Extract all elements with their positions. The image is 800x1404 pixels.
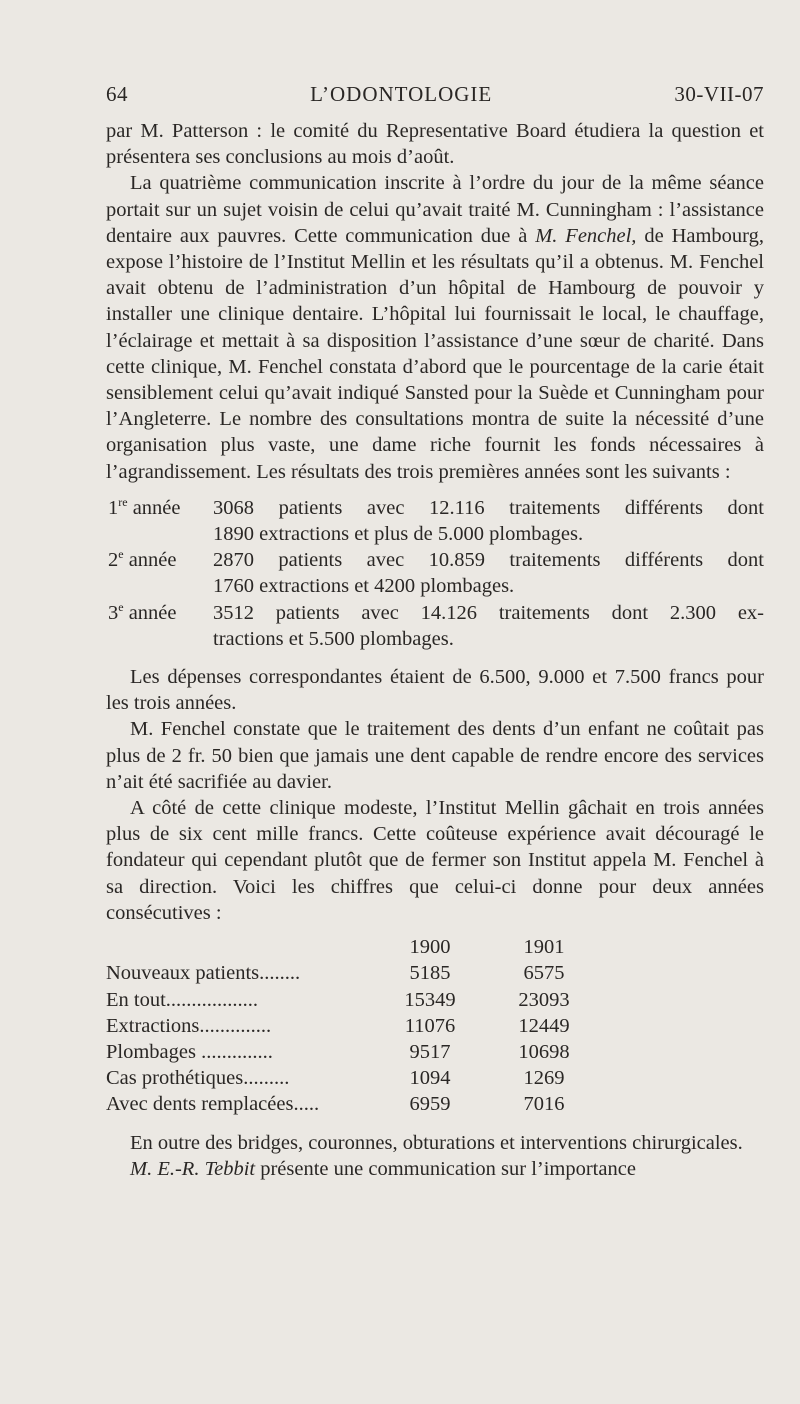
- year-number: 3: [108, 601, 119, 624]
- year-label: année: [132, 496, 181, 519]
- running-header: [106, 82, 764, 118]
- statistics-table: [106, 934, 764, 1117]
- year-ordinal: re: [118, 495, 128, 510]
- table-row: [106, 987, 764, 1013]
- result-year-3: [106, 600, 764, 652]
- row-label: Plombages ..............: [106, 1040, 273, 1063]
- value-1900: 6959: [409, 1093, 451, 1116]
- row-label: Avec dents remplacées.....: [106, 1093, 320, 1116]
- paragraph-7: [106, 1156, 764, 1182]
- table-row: [106, 1091, 764, 1117]
- page-number: 64: [106, 82, 128, 106]
- year-header-1900: 1900: [409, 936, 451, 959]
- paragraph-2: [106, 170, 764, 484]
- value-1901: 10698: [518, 1040, 570, 1063]
- paragraph-3: Les dépenses correspondantes étaient de 6.500, 9.000 et 7.500 francs pour les trois années.: [106, 666, 764, 715]
- issue-date: 30-VII-07: [674, 82, 764, 106]
- value-1900: 11076: [404, 1014, 456, 1037]
- value-1901: 1269: [523, 1067, 565, 1090]
- result-line-2: tractions et 5.500 plombages.: [213, 627, 454, 650]
- paragraph-7-rest: présente une communication sur l’importance: [255, 1157, 636, 1180]
- result-year-2: [106, 547, 764, 599]
- author-tebbit: M. E.-R. Tebbit: [130, 1157, 256, 1180]
- paragraph-4: M. Fenchel constate que le traitement des dents d’un enfant ne coûtait pas plus de 2 fr. 50 bien que jamais une dent capable de rendre encore des services n’ait été sacrifiée au davier.: [106, 718, 764, 793]
- value-1900: 1094: [409, 1067, 451, 1090]
- year-number: 1: [108, 496, 119, 519]
- table-row: [106, 1065, 764, 1091]
- value-1901: 6575: [523, 962, 565, 985]
- row-label: Nouveaux patients........: [106, 962, 301, 985]
- year-number: 2: [108, 549, 119, 572]
- journal-title: L’ODONTOLOGIE: [310, 82, 493, 106]
- document-page: [106, 82, 764, 1182]
- row-label: En tout..................: [106, 988, 259, 1011]
- year-header-1901: 1901: [523, 936, 565, 959]
- results-list: [106, 495, 764, 652]
- paragraph-1: par M. Patterson : le comité du Representative Board étudiera la question et présentera ses conclusions au mois d’août.: [106, 120, 764, 169]
- paragraph-2-start: La quatrième communication inscrite à l’ordre du jour de la même séance portait sur un sujet voisin de celui qu’avait traité M. Cunningham : l’assistance dentaire aux pauvres. Cette communication due à: [106, 172, 764, 247]
- year-label: année: [128, 549, 177, 572]
- table-row: [106, 960, 764, 986]
- value-1901: 23093: [518, 988, 570, 1011]
- table-row: [106, 1039, 764, 1065]
- row-label: Extractions..............: [106, 1014, 272, 1037]
- value-1901: 12449: [518, 1014, 570, 1037]
- year-ordinal: e: [118, 599, 124, 614]
- value-1900: 15349: [404, 988, 456, 1011]
- result-year-1: [106, 495, 764, 547]
- table-row: [106, 1013, 764, 1039]
- row-label: Cas prothétiques.........: [106, 1067, 290, 1090]
- value-1901: 7016: [523, 1093, 565, 1116]
- paragraph-2-rest: de Hambourg, expose l’histoire de l’Institut Mellin et les résultats qu’il a obtenus. M. Fenchel avait obtenu de l’administration d’un hôpital de Hambourg de pouvoir y installer une clinique dentaire. L’hôpital lui fournissait le local, le chauffage, l’éclairage et mettait à sa disposition l’assistance d’une sœur de charité. Dans cette clinique, M. Fenchel constata d’abord que le pourcentage de la carie était sensiblement celui qu’avait indiqué Sansted pour la Suède et Cunningham pour l’Angleterre. Le nombre des consultations montra de suite la nécessité d’une organisation plus vaste, une dame riche fournit les fonds nécessaires à l’agrandissement. Les résultats des trois premières années sont les suivants :: [106, 224, 764, 483]
- year-ordinal: e: [118, 547, 124, 562]
- stats-header-row: [106, 934, 764, 960]
- result-line-1: 3512 patients avec 14.126 traitements dont 2.300 ex-: [213, 601, 764, 624]
- value-1900: 9517: [409, 1040, 451, 1063]
- result-line-2: 1760 extractions et 4200 plombages.: [213, 575, 515, 598]
- result-line-1: 3068 patients avec 12.116 traitements différents dont: [213, 496, 764, 519]
- result-line-2: 1890 extractions et plus de 5.000 plombages.: [213, 523, 584, 546]
- author-fenchel: M. Fenchel,: [535, 224, 637, 247]
- result-line-1: 2870 patients avec 10.859 traitements différents dont: [213, 549, 764, 572]
- value-1900: 5185: [409, 962, 451, 985]
- paragraph-5: A côté de cette clinique modeste, l’Institut Mellin gâchait en trois années plus de six cent mille francs. Cette coûteuse expérience avait découragé le fondateur qui cependant plutôt que de fermer son Institut appela M. Fenchel à sa direction. Voici les chiffres que celui-ci donne pour deux années consécutives :: [106, 797, 764, 924]
- year-label: année: [128, 601, 177, 624]
- paragraph-6: En outre des bridges, couronnes, obturations et interventions chirurgicales.: [130, 1131, 743, 1154]
